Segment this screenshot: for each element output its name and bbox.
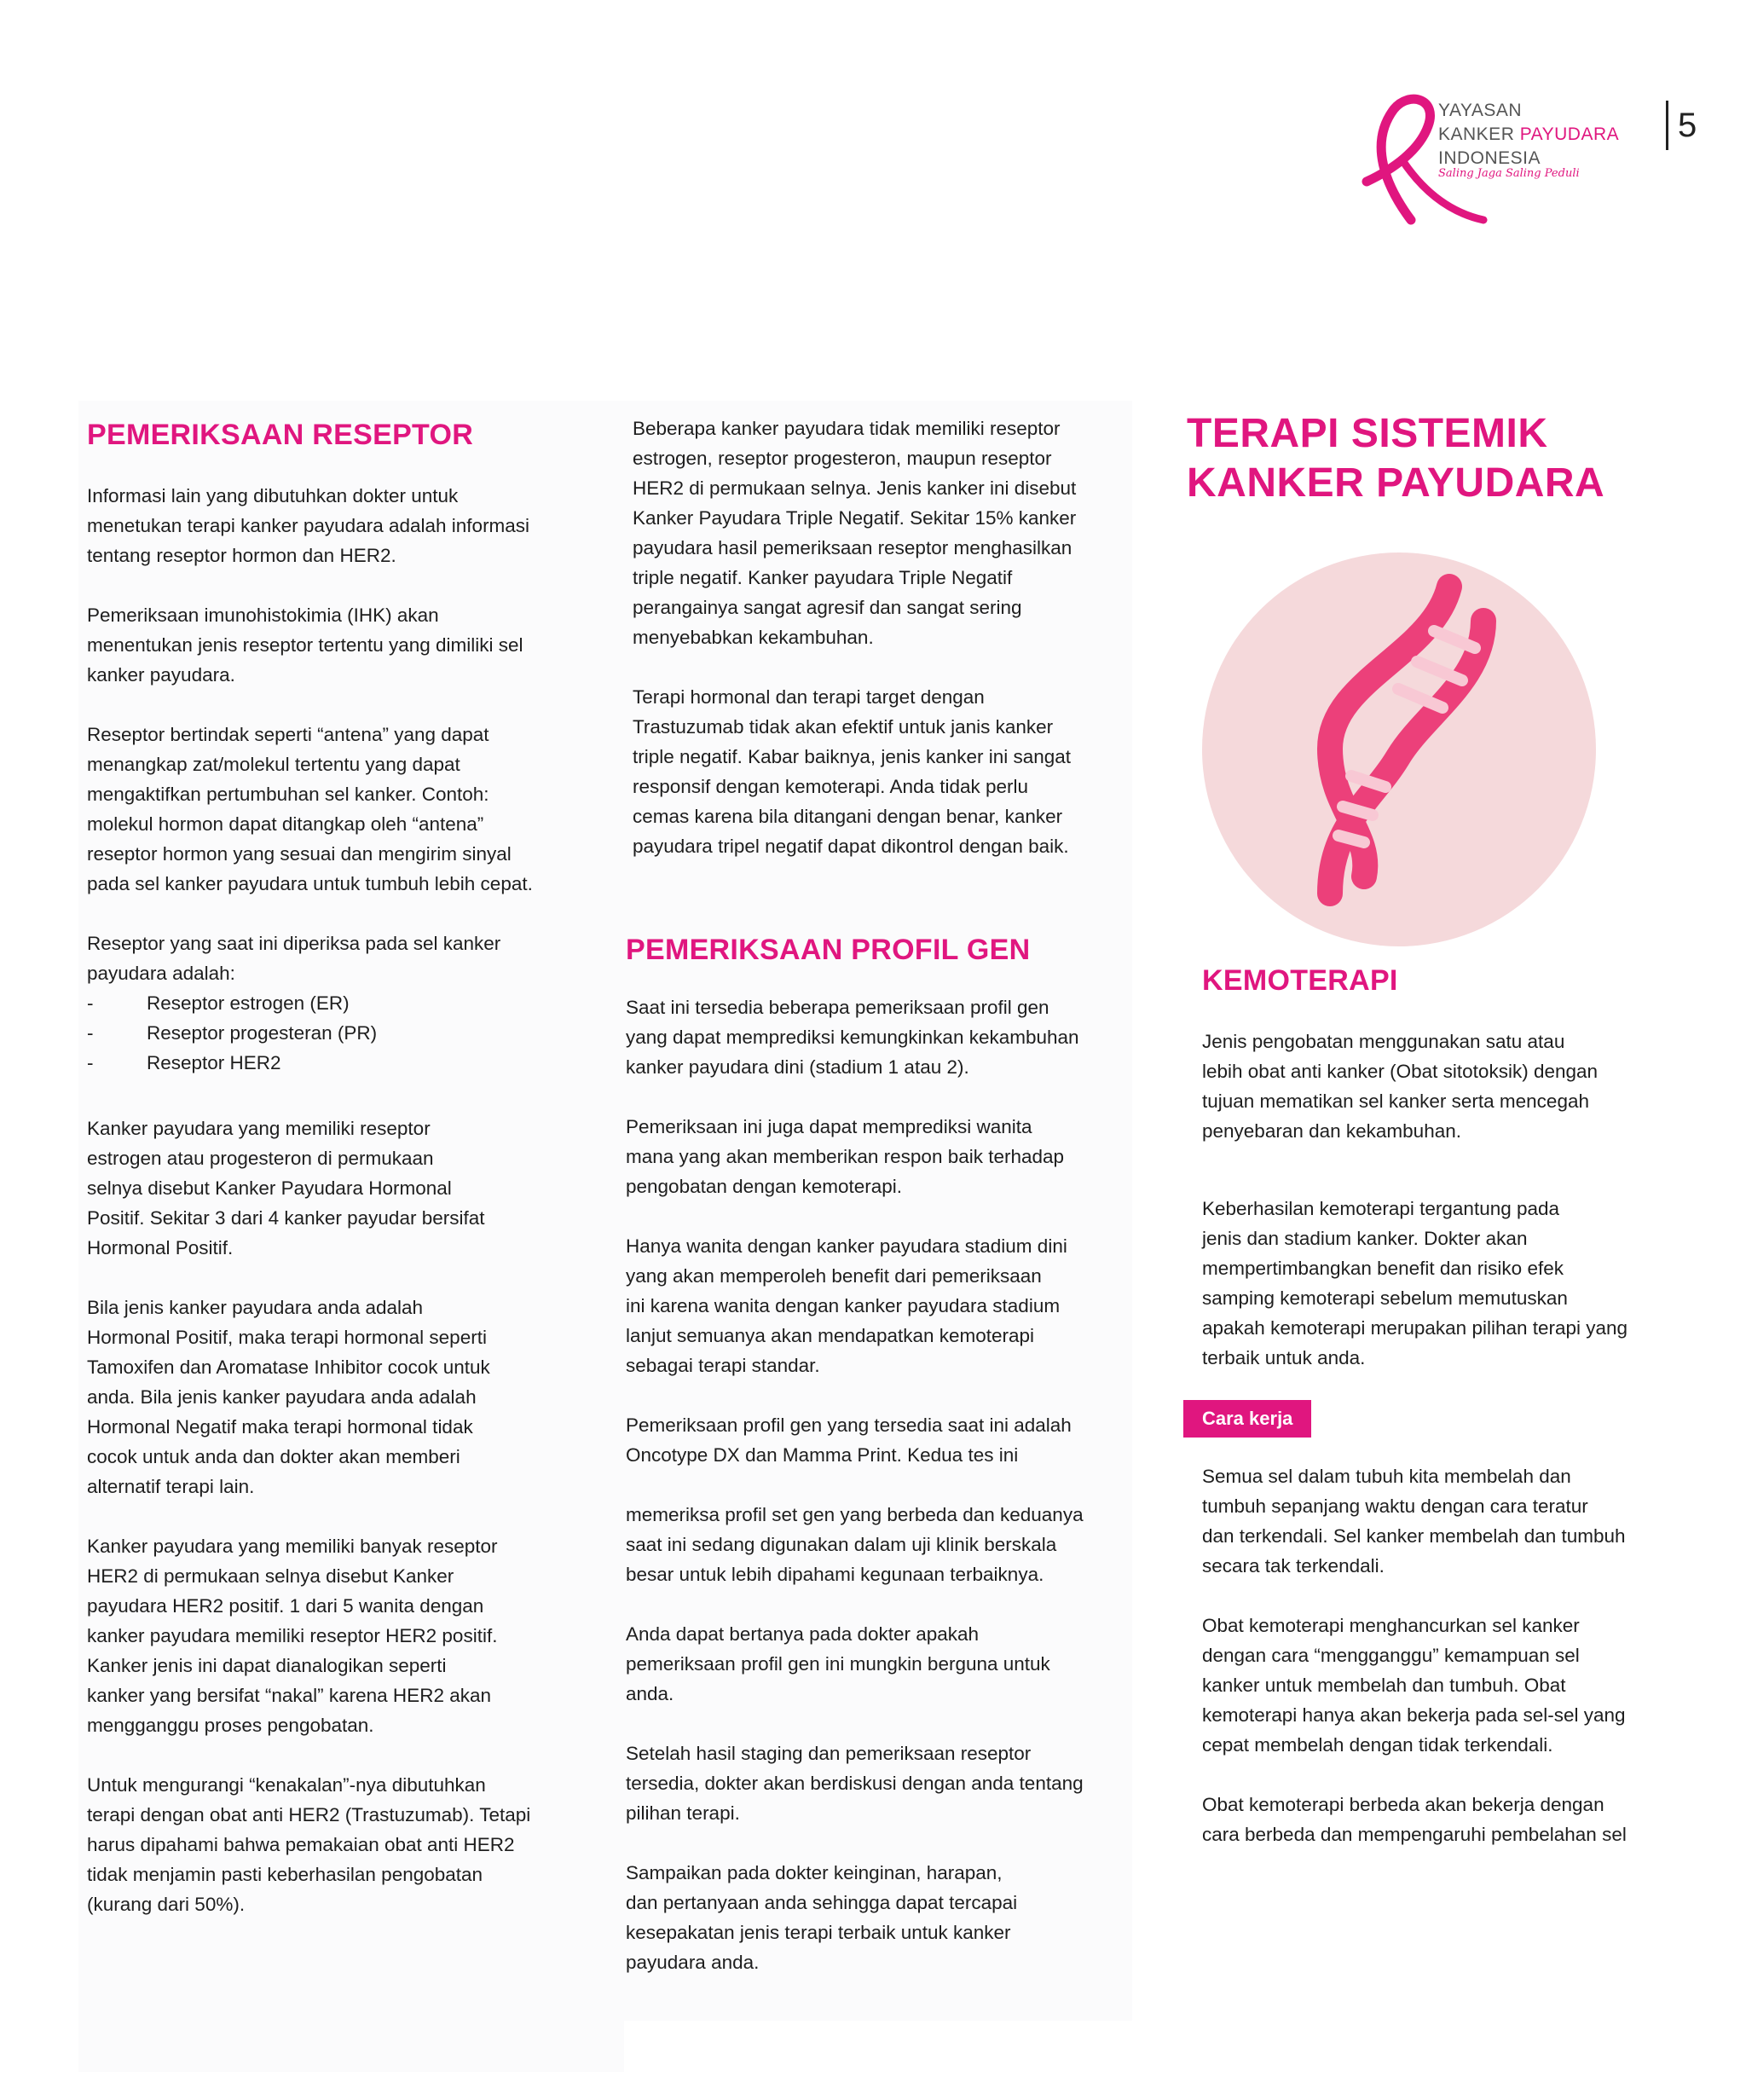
logo-line-3: INDONESIA — [1438, 148, 1541, 168]
paragraph — [1202, 1611, 1705, 1760]
text-line: tentang reseptor hormon dan HER2. — [87, 545, 396, 566]
text-line: payudara anda. — [626, 1952, 760, 1973]
text-line: samping kemoterapi sebelum memutuskan — [1202, 1287, 1568, 1309]
text-line: Obat kemoterapi berbeda akan bekerja dengan — [1202, 1794, 1604, 1815]
text-line: estrogen atau progesteron di permukaan — [87, 1148, 434, 1169]
text-line: mana yang akan memberikan respon baik terhadap — [626, 1146, 1065, 1167]
text-line: Reseptor yang saat ini diperiksa pada sel kanker — [87, 933, 501, 954]
cara-kerja-badge: Cara kerja — [1183, 1400, 1311, 1438]
paragraph — [626, 1231, 1132, 1380]
text-line: HER2 di permukaan selnya. Jenis kanker ini disebut — [633, 477, 1077, 499]
text-line: Pemeriksaan profil gen yang tersedia saat ini adalah — [626, 1414, 1072, 1436]
text-line: Jenis pengobatan menggunakan satu atau — [1202, 1031, 1565, 1052]
text-line: Informasi lain yang dibutuhkan dokter untuk — [87, 485, 459, 506]
logo — [1360, 92, 1650, 229]
text-line: harus dipahami bahwa pemakaian obat anti HER2 — [87, 1834, 515, 1855]
text-line: triple negatif. Kabar baiknya, jenis kanker ini sangat — [633, 746, 1072, 767]
page-number: 5 — [1678, 107, 1697, 144]
logo-line-2a: KANKER — [1438, 124, 1520, 144]
section-heading-reseptor: PEMERIKSAAN RESEPTOR — [87, 419, 474, 451]
paragraph — [87, 929, 624, 988]
text-line: Hanya wanita dengan kanker payudara stadium dini — [626, 1235, 1067, 1257]
page-number-divider — [1666, 101, 1668, 150]
dna-icon — [1202, 552, 1596, 946]
text-line: terapi dengan obat anti HER2 (Trastuzumab). Tetapi — [87, 1804, 531, 1825]
receptor-list — [87, 988, 624, 1078]
text-line: payudara adalah: — [87, 963, 235, 984]
text-line: mempertimbangkan benefit dan risiko efek — [1202, 1258, 1564, 1279]
text-line: ini karena wanita dengan kanker payudara stadium — [626, 1295, 1061, 1316]
text-line: Hormonal Positif. — [87, 1237, 234, 1258]
list-item-text: Reseptor HER2 — [147, 1052, 281, 1073]
text-line: terbaik untuk anda. — [1202, 1347, 1366, 1368]
paragraph — [1202, 1461, 1705, 1581]
text-line: Terapi hormonal dan terapi target dengan — [633, 686, 985, 708]
list-item — [87, 1048, 624, 1078]
text-line: tersedia, dokter akan berdiskusi dengan anda tentang — [626, 1773, 1084, 1794]
text-line: kemoterapi hanya akan bekerja pada sel-sel yang — [1202, 1704, 1626, 1726]
list-item — [87, 988, 624, 1018]
text-line: Kanker jenis ini dapat dianalogikan seperti — [87, 1655, 447, 1676]
paragraph — [1202, 1194, 1705, 1373]
paragraph — [626, 1619, 1132, 1709]
text-line: Keberhasilan kemoterapi tergantung pada — [1202, 1198, 1560, 1219]
text-line: Sampaikan pada dokter keinginan, harapan, — [626, 1862, 1003, 1883]
text-line: Tamoxifen dan Aromatase Inhibitor cocok untuk — [87, 1357, 490, 1378]
text-line: apakah kemoterapi merupakan pilihan terapi yang — [1202, 1317, 1628, 1339]
text-line: mengaktifkan pertumbuhan sel kanker. Contoh: — [87, 784, 489, 805]
text-line: menyebabkan kekambuhan. — [633, 627, 874, 648]
paragraph — [633, 414, 1132, 652]
paragraph — [87, 481, 624, 570]
text-line: payudara tripel negatif dapat dikontrol dengan baik. — [633, 836, 1069, 857]
text-line: HER2 di permukaan selnya disebut Kanker — [87, 1565, 454, 1587]
text-line: Positif. Sekitar 3 dari 4 kanker payudar bersifat — [87, 1207, 485, 1229]
paragraph — [626, 1858, 1132, 1977]
list-item-text: Reseptor progesteran (PR) — [147, 1022, 378, 1044]
text-line: mengganggu proses pengobatan. — [87, 1715, 374, 1736]
text-line: cocok untuk anda dan dokter akan memberi — [87, 1446, 460, 1467]
paragraph — [1202, 1790, 1705, 1849]
text-line: saat ini sedang digunakan dalam uji klinik berskala — [626, 1534, 1057, 1555]
text-line: lanjut semuanya akan mendapatkan kemoterapi — [626, 1325, 1035, 1346]
text-line: yang dapat memprediksi kemungkinkan kekambuhan — [626, 1027, 1079, 1048]
paragraph — [87, 600, 624, 690]
text-line: Pemeriksaan ini juga dapat memprediksi wanita — [626, 1116, 1032, 1137]
text-line: penyebaran dan kekambuhan. — [1202, 1120, 1461, 1142]
text-line: Saat ini tersedia beberapa pemeriksaan profil gen — [626, 997, 1049, 1018]
text-line: yang akan memperoleh benefit dari pemeriksaan — [626, 1265, 1042, 1287]
column-3 — [1187, 401, 1690, 508]
text-line: kanker payudara. — [87, 664, 235, 686]
text-line: cepat membelah dengan tidak terkendali. — [1202, 1734, 1553, 1756]
text-line: dengan cara “mengganggu” kemampuan sel — [1202, 1645, 1580, 1666]
list-dash: - — [87, 1022, 94, 1044]
logo-text — [1438, 99, 1619, 171]
text-line: anda. Bila jenis kanker payudara anda adalah — [87, 1386, 477, 1408]
logo-line-1: YAYASAN — [1438, 101, 1523, 120]
text-line: KANKER PAYUDARA — [1187, 460, 1605, 506]
text-line: dan terkendali. Sel kanker membelah dan tumbuh — [1202, 1525, 1626, 1547]
text-line: lebih obat anti kanker (Obat sitotoksik) dengan — [1202, 1061, 1599, 1082]
text-line: tidak menjamin pasti keberhasilan pengobatan — [87, 1864, 483, 1885]
text-line: triple negatif. Kanker payudara Triple Negatif — [633, 567, 1013, 588]
text-line: Hormonal Negatif maka terapi hormonal tidak — [87, 1416, 473, 1438]
logo-line-2b: PAYUDARA — [1519, 124, 1620, 144]
text-line: reseptor hormon yang sesuai dan mengirim sinyal — [87, 843, 512, 865]
text-line: estrogen, reseptor progesteron, maupun reseptor — [633, 448, 1052, 469]
text-line: memeriksa profil set gen yang berbeda dan keduanya — [626, 1504, 1084, 1525]
text-line: pengobatan dengan kemoterapi. — [626, 1176, 903, 1197]
list-item-text: Reseptor estrogen (ER) — [147, 992, 350, 1014]
text-line: Kanker payudara yang memiliki banyak reseptor — [87, 1536, 498, 1557]
text-line: dan pertanyaan anda sehingga dapat tercapai — [626, 1892, 1018, 1913]
text-line: kanker untuk membelah dan tumbuh. Obat — [1202, 1675, 1566, 1696]
text-line: molekul hormon dapat ditangkap oleh “antena” — [87, 813, 484, 835]
kemoterapi-section — [1202, 962, 1705, 1849]
text-line: menetukan terapi kanker payudara adalah informasi — [87, 515, 530, 536]
text-line: responsif dengan kemoterapi. Anda tidak perlu — [633, 776, 1029, 797]
text-line: cemas karena bila ditangani dengan benar, kanker — [633, 806, 1063, 827]
column-1 — [78, 401, 624, 2072]
text-line: Obat kemoterapi menghancurkan sel kanker — [1202, 1615, 1580, 1636]
paragraph — [87, 1114, 624, 1263]
list-dash: - — [87, 992, 94, 1014]
text-line: (kurang dari 50%). — [87, 1894, 246, 1915]
paragraph — [626, 1738, 1132, 1828]
text-line: Pemeriksaan imunohistokimia (IHK) akan — [87, 605, 439, 626]
text-line: pemeriksaan profil gen ini mungkin berguna untuk — [626, 1653, 1050, 1675]
text-line: Bila jenis kanker payudara anda adalah — [87, 1297, 424, 1318]
logo-line-2 — [1438, 123, 1619, 147]
text-line: Oncotype DX dan Mamma Print. Kedua tes ini — [626, 1444, 1019, 1466]
cara-kerja-badge-wrap — [1183, 1400, 1705, 1438]
list-item — [87, 1018, 624, 1048]
paragraph — [87, 1770, 624, 1919]
text-line: Hormonal Positif, maka terapi hormonal seperti — [87, 1327, 487, 1348]
paragraph — [87, 720, 624, 899]
text-line: Kanker Payudara Triple Negatif. Sekitar 15% kanker — [633, 507, 1077, 529]
text-line: Untuk mengurangi “kenakalan”-nya dibutuhkan — [87, 1774, 486, 1796]
dna-illustration — [1202, 552, 1596, 946]
paragraph — [633, 682, 1132, 861]
paragraph — [626, 1410, 1132, 1470]
paragraph — [626, 1112, 1132, 1201]
text-line: alternatif terapi lain. — [87, 1476, 255, 1497]
text-line: Semua sel dalam tubuh kita membelah dan — [1202, 1466, 1571, 1487]
text-line: TERAPI SISTEMIK — [1187, 411, 1548, 456]
text-line: selnya disebut Kanker Payudara Hormonal — [87, 1177, 452, 1199]
text-line: pada sel kanker payudara untuk tumbuh lebih cepat. — [87, 873, 533, 894]
text-line: kesepakatan jenis terapi terbaik untuk kanker — [626, 1922, 1011, 1943]
text-line: besar untuk lebih dipahami kegunaan terbaiknya. — [626, 1564, 1044, 1585]
text-line: secara tak terkendali. — [1202, 1555, 1385, 1576]
logo-tagline: Saling Jaga Saling Peduli — [1438, 167, 1580, 180]
text-line: kanker payudara dini (stadium 1 atau 2). — [626, 1056, 969, 1078]
text-line: pilihan terapi. — [626, 1802, 740, 1824]
text-line: Anda dapat bertanya pada dokter apakah — [626, 1623, 980, 1645]
text-line: Reseptor bertindak seperti “antena” yang dapat — [87, 724, 489, 745]
text-line: tujuan mematikan sel kanker serta mencegah — [1202, 1090, 1589, 1112]
text-line: jenis dan stadium kanker. Dokter akan — [1202, 1228, 1528, 1249]
paragraph — [87, 1293, 624, 1501]
text-line: payudara hasil pemeriksaan reseptor menghasilkan — [633, 537, 1072, 558]
column-2 — [621, 401, 1132, 2021]
text-line: Setelah hasil staging dan pemeriksaan reseptor — [626, 1743, 1032, 1764]
paragraph — [626, 992, 1132, 1082]
text-line: tumbuh sepanjang waktu dengan cara teratur — [1202, 1495, 1588, 1517]
text-line: Trastuzumab tidak akan efektif untuk janis kanker — [633, 716, 1054, 738]
text-line: payudara HER2 positif. 1 dari 5 wanita dengan — [87, 1595, 484, 1617]
text-line: kanker yang bersifat “nakal” karena HER2 akan — [87, 1685, 491, 1706]
section-heading-kemoterapi: KEMOTERAPI — [1202, 964, 1398, 997]
text-line: cara berbeda dan mempengaruhi pembelahan sel — [1202, 1824, 1627, 1845]
text-line: menangkap zat/molekul tertentu yang dapat — [87, 754, 460, 775]
text-line: kanker payudara memiliki reseptor HER2 positif. — [87, 1625, 498, 1646]
text-line: Kanker payudara yang memiliki reseptor — [87, 1118, 431, 1139]
text-line: perangainya sangat agresif dan sangat sering — [633, 597, 1022, 618]
text-line: sebagai terapi standar. — [626, 1355, 820, 1376]
list-dash: - — [87, 1052, 94, 1073]
page-title — [1187, 409, 1690, 508]
text-line: Beberapa kanker payudara tidak memiliki reseptor — [633, 418, 1061, 439]
paragraph — [87, 1531, 624, 1740]
text-line: anda. — [626, 1683, 674, 1704]
paragraph — [626, 1500, 1132, 1589]
text-line: menentukan jenis reseptor tertentu yang dimiliki sel — [87, 634, 523, 656]
section-heading-profil-gen: PEMERIKSAAN PROFIL GEN — [626, 934, 1031, 966]
paragraph — [1202, 1027, 1705, 1146]
